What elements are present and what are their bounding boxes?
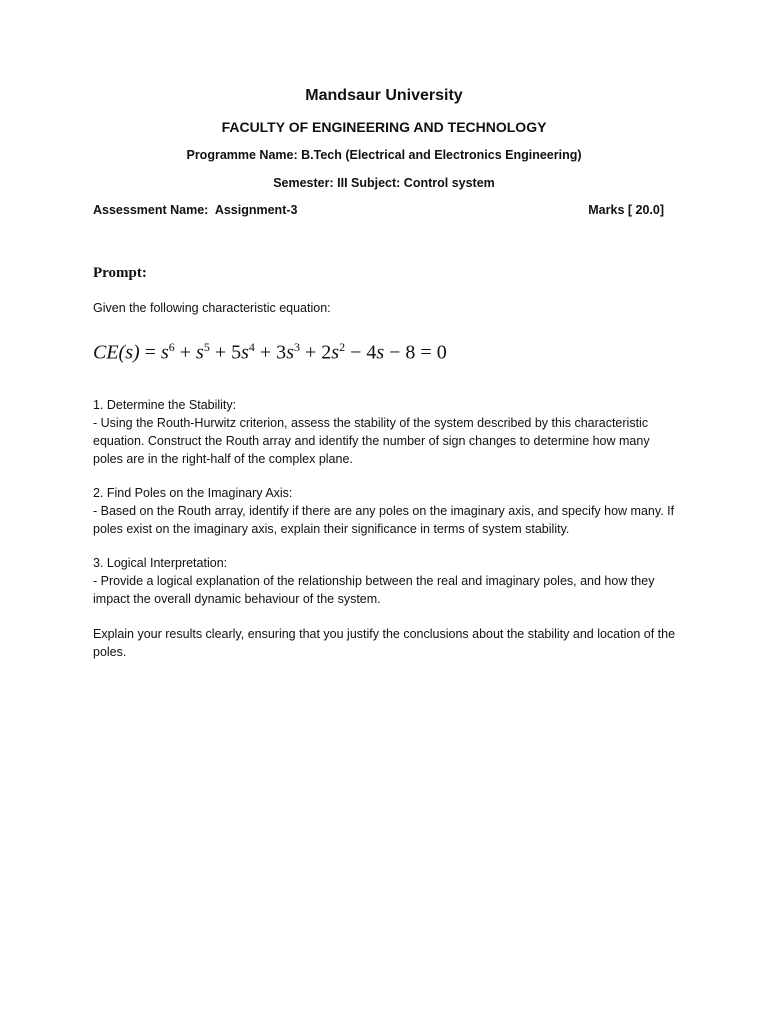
programme-name: Programme Name: B.Tech (Electrical and Electronics Engineering) [186,148,582,162]
equation-lhs: CE(s) [93,341,140,364]
marks-label: Marks [ 20.0] [588,203,664,217]
section-body: - Using the Routh-Hurwitz criterion, assess the stability of the system described by this characteristic equation. Construct the Routh array and identify the number of sign changes to determine how many poles are in the right-half of the complex plane. [93,416,650,466]
university-title: Mandsaur University [305,87,463,104]
assessment-name: Assessment Name: Assignment-3 [93,203,298,217]
section-title: 3. Logical Interpretation: [93,556,228,570]
section-title: 1. Determine the Stability: [93,398,237,412]
section-title: 2. Find Poles on the Imaginary Axis: [93,486,293,500]
section-body: - Based on the Routh array, identify if there are any poles on the imaginary axis, and specify how many. If poles exist on the imaginary axis, explain their significance in terms of system stability. [93,504,675,536]
semester-subject: Semester: III Subject: Control system [273,176,495,190]
closing-instruction: Explain your results clearly, ensuring that you justify the conclusions about the stability and location of the poles. [93,627,676,659]
faculty-title: FACULTY OF ENGINEERING AND TECHNOLOGY [221,119,547,135]
assessment-row [93,203,664,217]
prompt-heading: Prompt: [93,265,147,281]
prompt-intro: Given the following characteristic equation: [93,301,331,315]
section-logical-interpretation [93,554,678,608]
section-stability [93,396,678,468]
characteristic-equation: $CE(s) = s^6 + s^5 + 5s^4 + 3s^3 + 2s^2 - 4s - 8 = 0$ [93,340,447,364]
section-body: - Provide a logical explanation of the relationship between the real and imaginary poles, and how they impact the overall dynamic behaviour of the system. [93,574,655,606]
section-imaginary-poles [93,484,678,538]
